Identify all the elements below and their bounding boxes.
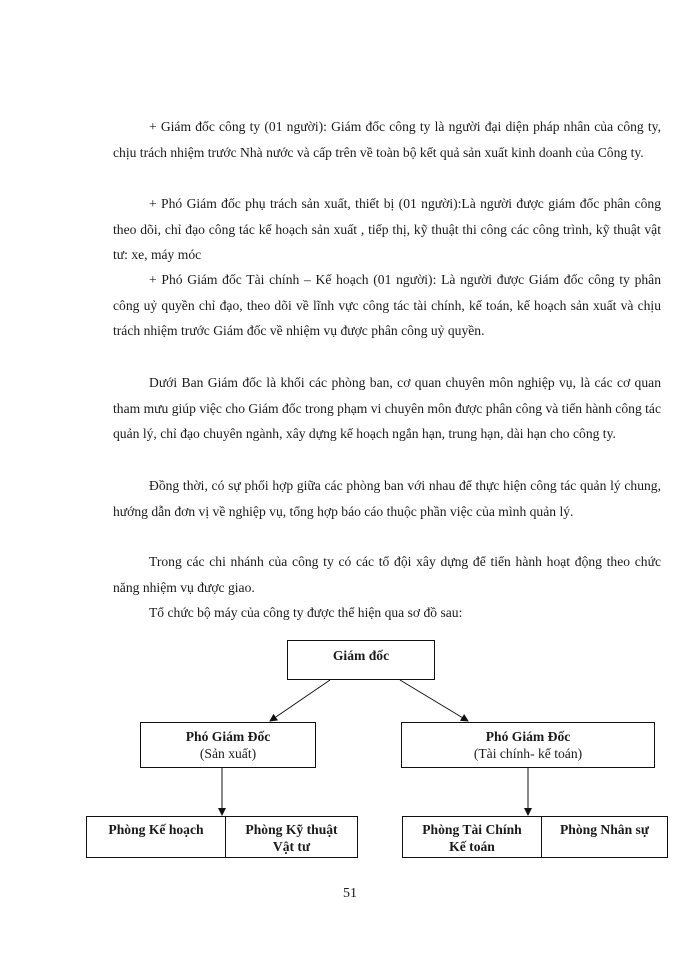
deputy-production-title: Phó Giám Đốc xyxy=(185,729,271,744)
dept-hr-label: Phòng Nhân sự xyxy=(560,822,649,837)
connector-director-to-finance xyxy=(400,680,468,721)
deputy-finance-subtitle: (Tài chính- kế toán) xyxy=(473,746,583,761)
org-row-finance-departments xyxy=(402,816,668,858)
director-title: Giám đốc xyxy=(332,648,390,663)
org-row-production-departments xyxy=(86,816,358,858)
org-box-deputy-finance xyxy=(401,722,655,768)
dept-technical xyxy=(225,817,357,857)
paragraph-branches: Trong các chi nhánh của công ty có các tổ đội xây dựng để tiến hành hoạt động theo chức năng nhiệm vụ được giao. xyxy=(113,554,661,595)
dept-finance-line1: Phòng Tài Chính xyxy=(422,822,522,837)
paragraph-chart-intro: Tổ chức bộ máy của công ty được thể hiện qua sơ đồ sau: xyxy=(149,605,463,620)
org-box-director xyxy=(287,640,435,680)
dept-planning xyxy=(87,817,225,857)
dept-hr xyxy=(541,817,667,857)
paragraph-director: + Giám đốc công ty (01 người): Giám đốc công ty là người đại diện pháp nhân của công ty, chịu trách nhiệm trước Nhà nước và cấp trên về toàn bộ kết quả sản xuất kinh doanh của Công ty. xyxy=(113,119,661,160)
deputy-production-subtitle: (Sản xuất) xyxy=(199,746,257,761)
page-number: 51 xyxy=(343,886,357,901)
org-box-deputy-production xyxy=(140,722,316,768)
paragraph-deputy-finance: + Phó Giám đốc Tài chính – Kế hoạch (01 người): Là người được Giám đốc công ty phân công uỷ quyền chỉ đạo, theo dõi về lĩnh vực công tác tài chính, kế toán, kế hoạch sản xuất và chịu trách nhiệm trước Giám đốc về nhiệm vụ được phân công uỷ quyền. xyxy=(113,272,661,339)
paragraph-deputy-production: + Phó Giám đốc phụ trách sản xuất, thiết bị (01 người):Là người được giám đốc phân công theo dõi, chỉ đạo công tác kế hoạch sản xuất , tiếp thị, kỹ thuật thi công các công trình, kỹ thuật vật tư: xe, máy móc xyxy=(113,196,661,263)
deputy-finance-title: Phó Giám Đốc xyxy=(485,729,571,744)
dept-technical-line2: Vật tư xyxy=(272,839,311,854)
paragraph-departments: Dưới Ban Giám đốc là khối các phòng ban, cơ quan chuyên môn nghiệp vụ, là các cơ quan tham mưu giúp việc cho Giám đốc trong phạm vi chuyên môn được phân công và tiến hành công tác quản lý, chỉ đạo chuyên ngành, xây dựng kế hoạch ngắn hạn, trung hạn, dài hạn cho công ty. xyxy=(113,375,661,442)
dept-technical-line1: Phòng Kỹ thuật xyxy=(245,822,338,837)
paragraph-coordination: Đồng thời, có sự phối hợp giữa các phòng ban với nhau để thực hiện công tác quản lý chung, hướng dẫn đơn vị về nghiệp vụ, tổng hợp báo cáo thuộc phần việc của mình quản lý. xyxy=(113,478,661,519)
connector-director-to-production xyxy=(270,680,330,721)
dept-planning-label: Phòng Kế hoạch xyxy=(108,822,204,837)
dept-finance xyxy=(403,817,541,857)
dept-finance-line2: Kế toán xyxy=(449,839,495,854)
